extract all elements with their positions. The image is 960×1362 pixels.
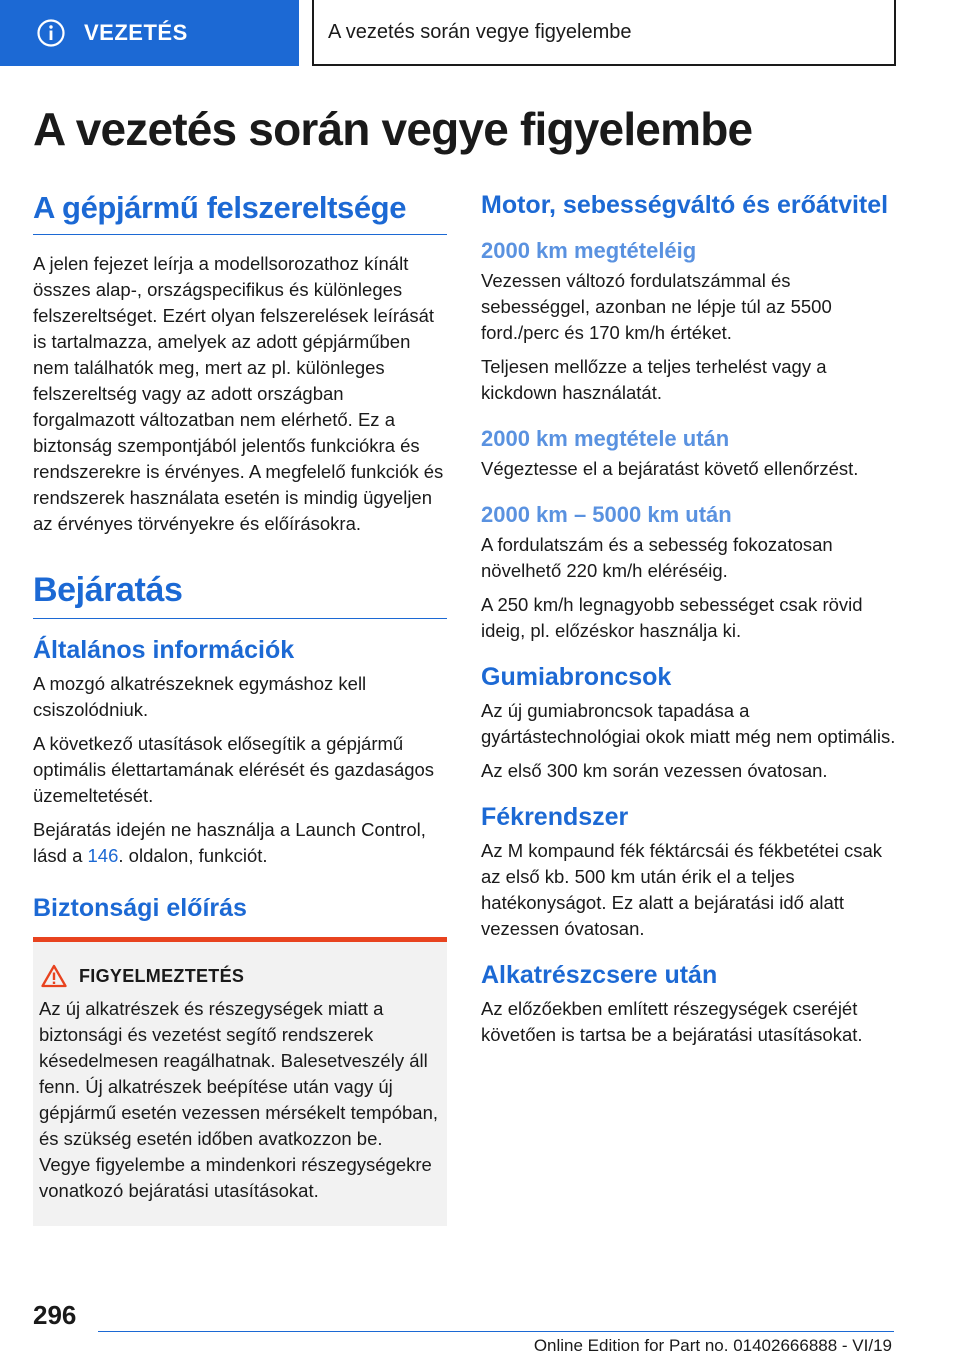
general-info-paragraph-1: A mozgó alkatrészeknek egymáshoz kell csiszolódniuk. [33, 673, 367, 720]
range-2000-5000km-heading: 2000 km – 5000 km után [481, 502, 732, 527]
header-section-title-box [312, 0, 896, 66]
equipment-heading: A gépjármű felszereltsége [33, 190, 447, 235]
safety-heading: Biztonsági előírás [33, 894, 247, 922]
warning-triangle-icon [41, 964, 67, 988]
parts-replacement-paragraph: Az előzőekben említett részegységek cseréjét követően is tartsa be a bejáratási utasításokat. [481, 998, 863, 1045]
right-column [481, 190, 897, 1056]
warning-box [33, 937, 447, 1226]
motor-heading: Motor, sebességváltó és erőátvitel [481, 191, 889, 219]
general-info-heading: Általános információk [33, 636, 295, 664]
warning-header [39, 964, 439, 988]
launch-control-text-end: . oldalon, funkciót. [118, 845, 268, 866]
after-2000km-heading: 2000 km megtétele után [481, 426, 730, 451]
footer-divider [98, 1331, 894, 1332]
brakes-paragraph: Az M kompaund fék féktárcsái és fékbetétei csak az első kb. 500 km után érik el a teljes hatékonyságot. Ez alatt a bejáratási idő alatt vezessen óvatosan. [481, 840, 883, 939]
page-title: A vezetés során vegye figyelembe [33, 103, 753, 155]
brakes-heading: Fékrendszer [481, 803, 629, 831]
header-section-title: A vezetés során vegye figyelembe [328, 20, 632, 43]
section-tab[interactable] [0, 0, 299, 66]
warning-text: Az új alkatrészek és részegységek miatt a biztonsági és vezetést segítő rendszerek késedelmesen reagálhatnak. Balesetveszély áll fenn. Új alkatrészek beépítése után vagy új gépjármű esetén vezessen mérsékelt tempóban, és szükség esetén időben avatkozzon be. Vegye figyelembe a mindenkori részegységekre vonatkozó bejáratási utasításokat. [39, 998, 438, 1201]
equipment-text: A jelen fejezet leírja a modellsorozathoz kínált összes alap-, országspecifikus és különleges felszereltséget. Ezért olyan felszerelések leírását is tartalmazza, amelyek az adott gépjárműben nem találhatók meg, mert az pl. különleges felszereltség vagy az adott országban forgalmazott változatban nem elérhető. Ez a biztonság szempontjából jelentős funkciókra és rendszerekre is érvényes. A megfelelő funkciók és rendszerek használata esetén is mindig ügyeljen az érvényes törvényekre és előírásokra. [33, 253, 444, 534]
warning-title: FIGYELMEZTETÉS [79, 965, 245, 986]
tyres-paragraph-2: Az első 300 km során vezessen óvatosan. [481, 760, 828, 781]
general-info-paragraph-2: A következő utasítások elősegítik a gépjármű optimális élettartamának elérését és gazdaságos üzemeltetését. [33, 733, 435, 806]
parts-replacement-heading: Alkatrészcsere után [481, 961, 718, 989]
page-reference-link[interactable]: 146 [87, 845, 119, 866]
range-paragraph-2: A 250 km/h legnagyobb sebességet csak rövid ideig, pl. előzéskor használja ki. [481, 594, 863, 641]
general-info-paragraph-3 [33, 817, 447, 869]
first-2000km-paragraph-1: Vezessen változó fordulatszámmal és sebességgel, azonban ne lépje túl az 5500 ford./perc és 170 km/h értéket. [481, 270, 832, 343]
launch-control-text: Bejáratás idején ne használja a Launch Control, lásd a [33, 819, 426, 866]
range-paragraph-1: A fordulatszám és a sebesség fokozatosan növelhető 220 km/h eléréséig. [481, 534, 833, 581]
left-column [33, 190, 447, 1226]
tyres-heading: Gumiabroncsok [481, 663, 672, 691]
first-2000km-heading: 2000 km megtételéig [481, 238, 697, 263]
edition-text: Online Edition for Part no. 01402666888 - VI/19 [533, 1336, 892, 1355]
section-tab-label: VEZETÉS [84, 20, 188, 45]
break-in-heading: Bejáratás [33, 571, 447, 619]
info-icon [36, 18, 66, 48]
tyres-paragraph-1: Az új gumiabroncsok tapadása a gyártástechnológiai okok miatt még nem optimális. [481, 700, 896, 747]
after-2000km-paragraph: Végeztesse el a bejáratást követő ellenőrzést. [481, 458, 859, 479]
page-number: 296 [33, 1300, 77, 1330]
first-2000km-paragraph-2: Teljesen mellőzze a teljes terhelést vagy a kickdown használatát. [481, 356, 827, 403]
